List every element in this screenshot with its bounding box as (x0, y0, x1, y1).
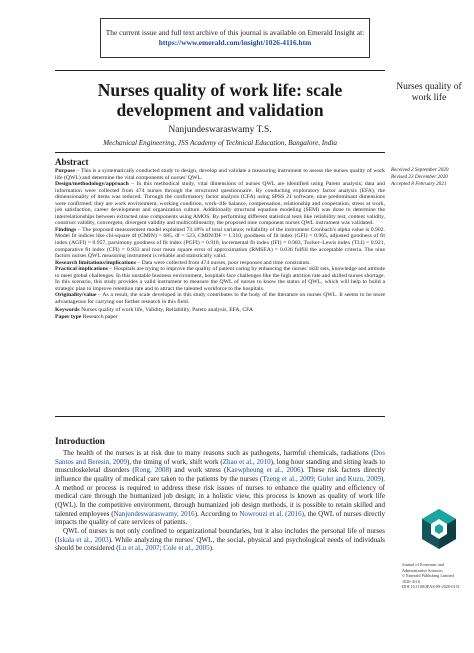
bottom-rule (55, 416, 385, 417)
citation-link[interactable]: Rong, 2008 (134, 466, 169, 475)
citation-link[interactable]: Zhao et al., 2010 (222, 457, 271, 466)
journal-name-line1: Journal of Economic and (402, 562, 444, 567)
doi-line: DOI 10.1108/JEAS-09-2020-0151 (402, 584, 460, 590)
keywords-label: Keywords (55, 307, 80, 314)
papertype-text: Research paper (81, 314, 118, 321)
practical-text: – Hospitals are trying to improve the quality of patient caring by enhancing the nurses' skill sets, knowledge and attitude to meet global challenges. In this unstable business environment, hospitals face challenges like the high attrition rate and skilled nurses shortage. In this scenario, this study provides a valid instrument to measure the QWL of nurses to know the status of QWL, which will help to build a strategic plan to improve retention rate and to attract the talented workforce to the hospitals. (55, 266, 385, 292)
intro-paragraph-1 (55, 449, 385, 527)
paper-title: Nurses quality of work life: scale development and validation (97, 80, 343, 120)
submission-dates (391, 167, 469, 188)
keywords-text: Nurses quality of work life, Validity, Reliability, Pareto analysis, EFA, CFA (79, 307, 253, 314)
abstract-findings (55, 227, 385, 260)
papertype-label: Paper type (55, 314, 82, 321)
intro-text: ) and work stress ( (168, 466, 227, 475)
intro-paragraph-2 (55, 527, 385, 553)
intro-text: ). (209, 544, 214, 553)
citation-link[interactable]: Cole et al., 2005 (163, 544, 210, 553)
citation-link[interactable]: Nowrouzi et al. (2016) (239, 509, 304, 518)
design-label: Design/methodology/approach (55, 181, 129, 188)
abstract-practical (55, 266, 385, 292)
findings-text: – The proposed measurement model explained 73.18% of total variance; reliability of the instrument Cronbach's alpha value is 0.902. Model fit indices like chi-square df (CMIN) = 685, df = 523, CMIN/DF = 1.310, goodness of fit index (GFI) = 0.965, adjusted goodness of fit index (AGFI) = 0.957, parsimony goodness of fit index (PGFI) = 0.918, incremental fit index (IFI) = 0.983, Tucker–Lewis index (TLI) = 0.921, comparative fit index (CFI) = 0.933 and root mean square error of approximation (RMSEA) = 0.036 fulfill the acceptable criteria. The nine factors nurses QWL measuring instrument is reliable and statistically valid. (55, 226, 385, 260)
intro-text: ), the timing of work, shift work ( (127, 457, 223, 466)
abstract-heading: Abstract (55, 157, 89, 167)
introduction-heading: Introduction (55, 436, 105, 446)
author-affiliation: Mechanical Engineering, JSS Academy of Technical Education, Bangalore, India (103, 139, 337, 147)
citation-link[interactable]: Tzeng et al., 2009 (262, 474, 314, 483)
running-head: Nurses quality of work life (396, 82, 462, 103)
abstract-originality (55, 292, 385, 305)
citation-link[interactable]: Guler and Kuzu, 2009 (317, 474, 381, 483)
author-name: Nanjundeswaraswamy T.S. (168, 125, 272, 135)
access-notice-text: The current issue and full text archive of this journal is available on Emerald Insight at: (105, 28, 365, 37)
date-revised: Revised 23 December 2020 (391, 174, 448, 180)
citation-link[interactable]: Kaewpheung et al., 2006 (226, 466, 301, 475)
findings-label: Findings (55, 226, 77, 233)
intro-text: QWL of nurses is not only confined to organizational boundaries, but it also includes the personal life of nurses ( (55, 526, 385, 544)
abstract-design (55, 181, 385, 227)
originality-text: – As a result, the scale developed in this study contributes to the body of the literature on nurses QWL. It seems to be more advantageous for carrying out further research in this field. (55, 292, 385, 305)
date-accepted: Accepted 8 February 2021 (391, 181, 447, 187)
issn-line: 1026-4116 (402, 578, 420, 584)
journal-name-line2: Administrative Sciences (402, 567, 443, 573)
mid-rule (55, 152, 385, 153)
introduction-body (55, 449, 385, 553)
publication-info (402, 562, 472, 590)
abstract-purpose (55, 168, 385, 181)
access-notice (100, 18, 370, 58)
design-text: – In this methodical study, vital dimensions of nurses QWL are identified using Pareto analysis; data and information were collected from 474 nurses through the structured questionnaire. By conducting exploratory factor analysis (EFA), the dimensionality of items was reduced. Through the confirmatory factor analysis (CFA) using SPSS 21 software, nine predominant dimensions were confirmed; they are work environment, working condition, work–life balance, compensation, relationship and cooperation, stress at work, job satisfaction, career development and organization culture. Additionally structural equation modeling (SEM) was done to determine the interrelationships between extracted nine components using AMOS. By performing different statistical tests like reliability test, content validity, construct validity, convergent, divergent validity and multicollinearity, the proposed nine component nurses QWL instrument was validated. (55, 181, 385, 227)
limitations-text: – Data were collected from 474 nurses, poor responses and time constraints. (135, 259, 311, 266)
journal-url-link[interactable]: https://www.emerald.com/insight/1026-4116.htm (158, 38, 312, 47)
intro-text: ; (159, 544, 164, 553)
practical-label: Practical implications (55, 266, 108, 273)
intro-text: ; (313, 474, 318, 483)
intro-text: ). A method or process is required to address these risk issues of nurses to enhance the quality and efficiency of medical care through the humanized job design; in a holistic view, this process is known as quality of work life (QWL). In the competitive environment, through humanized job design methods, it is possible to retain skilled and talented employees ( (55, 474, 386, 518)
intro-text: ). These risk factors directly influence the quality of medical care taken to the patients by the nurses ( (55, 466, 385, 483)
citation-link[interactable]: Lu et al., 2007 (118, 544, 160, 553)
purpose-text: – This is a systematically conducted study to design, develop and validate a measuring instrument to assess the nurses quality of work life (QWL) and determine the vital components of nurses' QWL. (55, 168, 385, 181)
limitations-label: Research limitations/implications (55, 259, 136, 266)
originality-label: Originality/value (55, 292, 97, 299)
date-received: Received 2 September 2020 (391, 167, 449, 173)
intro-text: ). While analyzing the nurses' QWL, the social, physical and psychological needs of individuals should be considered ( (55, 535, 385, 553)
citation-link[interactable]: Dos Santos and Beresin, 2009 (55, 449, 385, 466)
abstract-papertype (55, 314, 385, 321)
citation-link[interactable]: Iskala et al., 2003 (57, 535, 109, 544)
intro-text: ). According to (194, 509, 240, 518)
citation-link[interactable]: Nanjundeswaraswamy, 2016 (113, 509, 195, 518)
intro-text: , the QWL of nurses directly impacts the quality of care services of patients. (55, 509, 386, 527)
top-rule (55, 70, 385, 71)
journal-logo-icon (419, 507, 459, 551)
abstract-body (55, 168, 385, 321)
intro-text: ), long hour standing and sitting leads to musculoskeletal disorders ( (55, 457, 385, 475)
publisher-line: © Emerald Publishing Limited (402, 573, 454, 579)
intro-text: The health of the nurses is at risk due to many reasons such as pathogens, harmful chemicals, radiations ( (63, 449, 374, 457)
purpose-label: Purpose (55, 168, 75, 174)
